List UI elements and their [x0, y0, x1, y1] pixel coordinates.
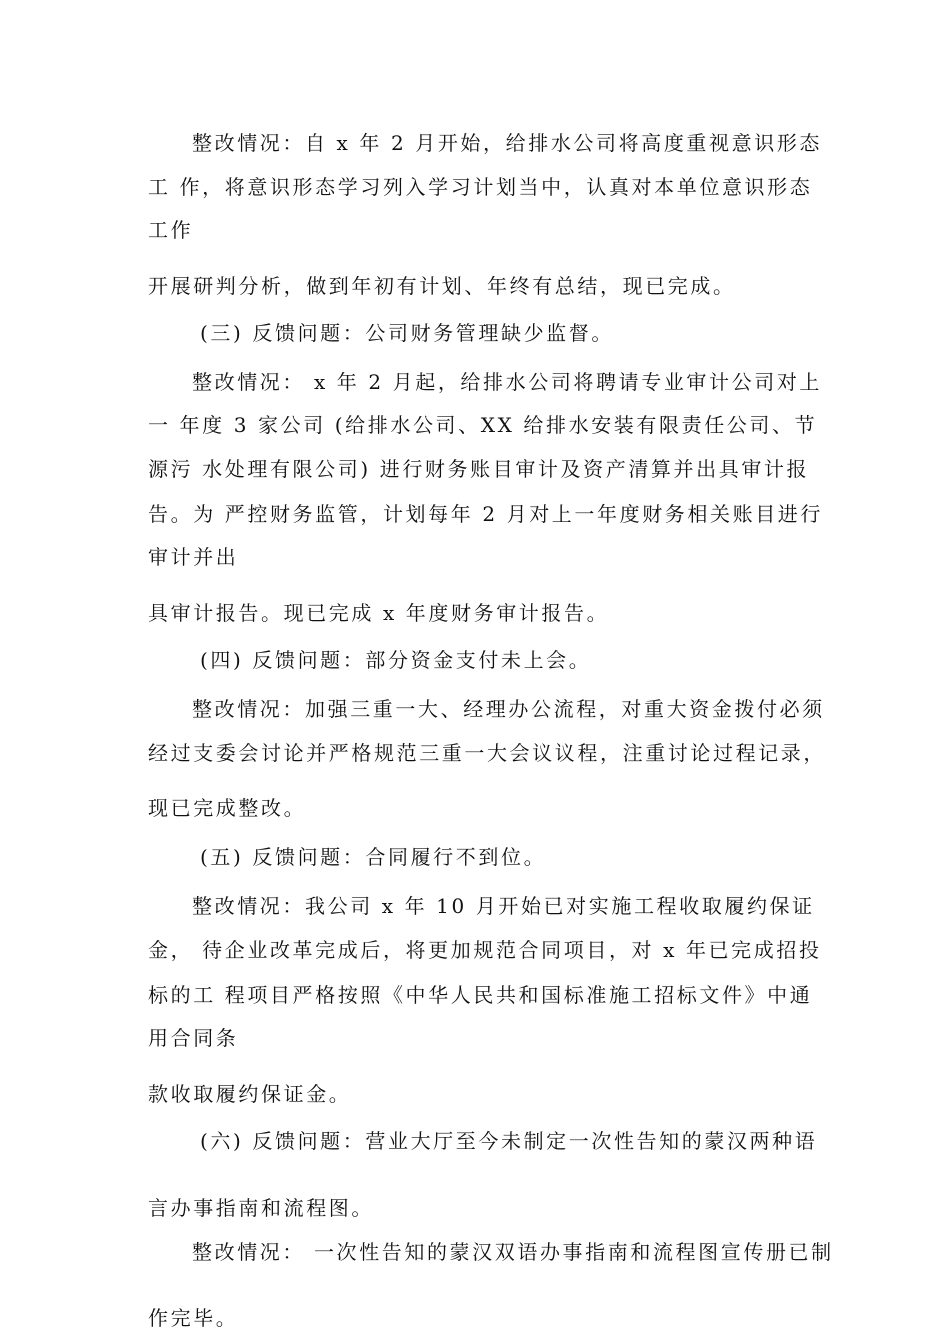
paragraph-line: 整改情况：自 x 年 2 月开始，给排水公司将高度重视意识形态: [192, 131, 823, 155]
section-heading: (三) 反馈问题：公司财务管理缺少监督。: [200, 321, 614, 345]
paragraph-line: 告。为 严控财务监管，计划每年 2 月对上一年度财务相关账目进行: [148, 502, 823, 526]
paragraph-line: 金， 待企业改革完成后，将更加规范合同项目，对 x 年已完成招投: [148, 938, 822, 962]
paragraph-line: 言办事指南和流程图。: [148, 1196, 374, 1220]
paragraph-line: 源污 水处理有限公司) 进行财务账目审计及资产清算并出具审计报: [148, 457, 810, 481]
section-heading: (六) 反馈问题：营业大厅至今未制定一次性告知的蒙汉两种语: [200, 1129, 818, 1153]
paragraph-line: 整改情况： 一次性告知的蒙汉双语办事指南和流程图宣传册已制: [192, 1240, 834, 1264]
paragraph-line: 整改情况：我公司 x 年 10 月开始已对实施工程收取履约保证: [192, 894, 815, 918]
paragraph-line: 款收取履约保证金。: [148, 1082, 352, 1106]
paragraph-line: 具审计报告。现已完成 x 年度财务审计报告。: [148, 601, 610, 625]
paragraph-line: 开展研判分析，做到年初有计划、年终有总结，现已完成。: [148, 274, 736, 298]
paragraph-line: 用合同条: [148, 1026, 239, 1050]
section-heading: (五) 反馈问题：合同履行不到位。: [200, 845, 547, 869]
paragraph-line: 整改情况： x 年 2 月起，给排水公司将聘请专业审计公司对上: [192, 370, 823, 394]
paragraph-line: 工作: [148, 218, 194, 242]
paragraph-line: 作完毕。: [148, 1306, 239, 1330]
paragraph-line: 标的工 程项目严格按照《中华人民共和国标准施工招标文件》中通: [148, 983, 813, 1007]
paragraph-line: 整改情况：加强三重一大、经理办公流程，对重大资金拨付必须: [192, 697, 825, 721]
paragraph-line: 现已完成整改。: [148, 796, 307, 820]
paragraph-line: 审计并出: [148, 545, 239, 569]
section-heading: (四) 反馈问题：部分资金支付未上会。: [200, 648, 592, 672]
paragraph-line: 一 年度 3 家公司 (给排水公司、XX 给排水安装有限责任公司、节: [148, 413, 818, 437]
paragraph-line: 经过支委会讨论并严格规范三重一大会议议程，注重讨论过程记录，: [148, 741, 826, 765]
paragraph-line: 工 作，将意识形态学习列入学习计划当中，认真对本单位意识形态: [148, 175, 813, 199]
